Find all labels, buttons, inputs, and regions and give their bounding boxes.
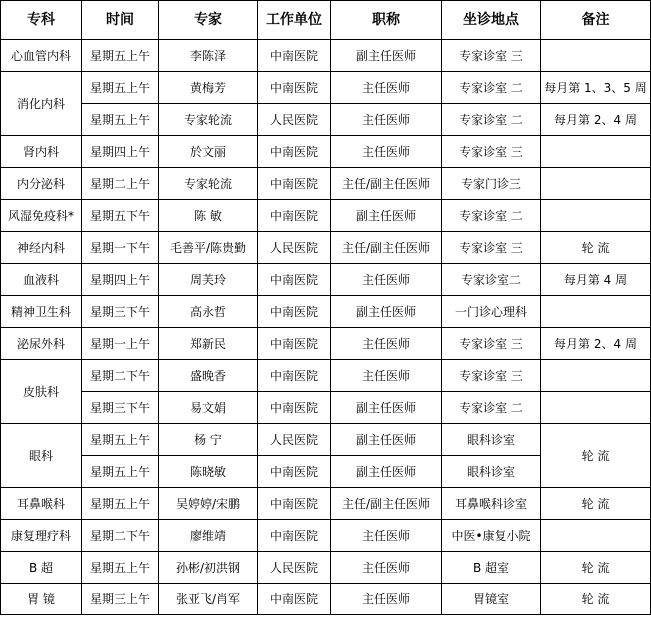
header-expert: 专家 — [159, 1, 258, 40]
table-row — [1, 488, 651, 520]
dept-cell: 肾内科 — [1, 136, 82, 168]
title-cell: 副主任医师 — [331, 40, 442, 72]
unit-cell: 中南医院 — [258, 392, 331, 424]
title-cell: 副主任医师 — [331, 456, 442, 488]
location-cell: 专家诊室 三 — [442, 328, 541, 360]
title-cell: 主任医师 — [331, 328, 442, 360]
expert-cell: 专家轮流 — [159, 168, 258, 200]
table-row — [1, 552, 651, 584]
header-note: 备注 — [541, 1, 651, 40]
note-cell — [541, 200, 651, 232]
dept-cell: 康复理疗科 — [1, 520, 82, 552]
location-cell: 专家诊室 三 — [442, 136, 541, 168]
time-cell: 星期五上午 — [82, 72, 159, 104]
title-cell: 主任医师 — [331, 104, 442, 136]
table-row — [1, 264, 651, 296]
title-cell: 主任医师 — [331, 552, 442, 584]
location-cell: 专家诊室 二 — [442, 104, 541, 136]
title-cell: 主任/副主任医师 — [331, 232, 442, 264]
table-row — [1, 328, 651, 360]
note-cell — [541, 296, 651, 328]
dept-cell: 胃 镜 — [1, 584, 82, 615]
dept-cell: 神经内科 — [1, 232, 82, 264]
title-cell: 副主任医师 — [331, 424, 442, 456]
dept-cell: 消化内科 — [1, 72, 82, 136]
unit-cell: 中南医院 — [258, 40, 331, 72]
table-row — [1, 392, 651, 424]
time-cell: 星期三下午 — [82, 392, 159, 424]
unit-cell: 中南医院 — [258, 296, 331, 328]
time-cell: 星期二下午 — [82, 360, 159, 392]
unit-cell: 人民医院 — [258, 104, 331, 136]
header-row — [1, 1, 651, 40]
unit-cell: 中南医院 — [258, 168, 331, 200]
title-cell: 主任/副主任医师 — [331, 168, 442, 200]
note-cell: 每月第 4 周 — [541, 264, 651, 296]
note-cell — [541, 392, 651, 424]
unit-cell: 中南医院 — [258, 328, 331, 360]
time-cell: 星期四上午 — [82, 264, 159, 296]
table-row — [1, 584, 651, 615]
dept-cell: 内分泌科 — [1, 168, 82, 200]
table-row — [1, 136, 651, 168]
unit-cell: 中南医院 — [258, 264, 331, 296]
location-cell: 耳鼻喉科诊室 — [442, 488, 541, 520]
title-cell: 主任医师 — [331, 360, 442, 392]
location-cell: 专家诊室 三 — [442, 40, 541, 72]
location-cell: 眼科诊室 — [442, 456, 541, 488]
time-cell: 星期二下午 — [82, 520, 159, 552]
expert-cell: 张亚飞/肖军 — [159, 584, 258, 615]
header-title: 职称 — [331, 1, 442, 40]
dept-cell: 皮肤科 — [1, 360, 82, 424]
title-cell: 副主任医师 — [331, 392, 442, 424]
unit-cell: 人民医院 — [258, 232, 331, 264]
expert-cell: 孙彬/初洪钢 — [159, 552, 258, 584]
location-cell: 专家诊室 二 — [442, 72, 541, 104]
expert-cell: 吴婷婷/宋鹏 — [159, 488, 258, 520]
unit-cell: 中南医院 — [258, 456, 331, 488]
table-row — [1, 104, 651, 136]
header-time: 时间 — [82, 1, 159, 40]
expert-cell: 杨 宁 — [159, 424, 258, 456]
expert-cell: 毛善平/陈贵勤 — [159, 232, 258, 264]
title-cell: 主任/副主任医师 — [331, 488, 442, 520]
time-cell: 星期五上午 — [82, 456, 159, 488]
time-cell: 星期五上午 — [82, 104, 159, 136]
note-cell: 轮 流 — [541, 488, 651, 520]
dept-cell: 血液科 — [1, 264, 82, 296]
note-cell — [541, 40, 651, 72]
time-cell: 星期一下午 — [82, 232, 159, 264]
note-cell: 轮 流 — [541, 232, 651, 264]
dept-cell: 耳鼻喉科 — [1, 488, 82, 520]
unit-cell: 人民医院 — [258, 552, 331, 584]
note-cell — [541, 520, 651, 552]
time-cell: 星期一上午 — [82, 328, 159, 360]
title-cell: 主任医师 — [331, 72, 442, 104]
expert-cell: 於文丽 — [159, 136, 258, 168]
note-cell: 轮 流 — [541, 424, 651, 488]
unit-cell: 中南医院 — [258, 360, 331, 392]
note-cell: 轮 流 — [541, 552, 651, 584]
expert-cell: 专家轮流 — [159, 104, 258, 136]
time-cell: 星期三上午 — [82, 584, 159, 615]
time-cell: 星期五下午 — [82, 200, 159, 232]
location-cell: 专家诊室 三 — [442, 232, 541, 264]
dept-cell: 风湿免疫科* — [1, 200, 82, 232]
expert-cell: 陈 敏 — [159, 200, 258, 232]
time-cell: 星期三下午 — [82, 296, 159, 328]
time-cell: 星期五上午 — [82, 488, 159, 520]
expert-cell: 陈晓敏 — [159, 456, 258, 488]
unit-cell: 中南医院 — [258, 72, 331, 104]
expert-cell: 黄梅芳 — [159, 72, 258, 104]
location-cell: 一门诊心理科 — [442, 296, 541, 328]
time-cell: 星期五上午 — [82, 552, 159, 584]
header-dept: 专科 — [1, 1, 82, 40]
location-cell: 胃镜室 — [442, 584, 541, 615]
location-cell: 眼科诊室 — [442, 424, 541, 456]
expert-cell: 李陈泽 — [159, 40, 258, 72]
location-cell: 专家诊室 三 — [442, 360, 541, 392]
table-row — [1, 424, 651, 456]
location-cell: 专家诊室 二 — [442, 392, 541, 424]
dept-cell: 心血管内科 — [1, 40, 82, 72]
expert-cell: 周芙玲 — [159, 264, 258, 296]
title-cell: 副主任医师 — [331, 296, 442, 328]
note-cell — [541, 360, 651, 392]
title-cell: 主任医师 — [331, 584, 442, 615]
expert-cell: 廖维靖 — [159, 520, 258, 552]
note-cell: 每月第 2、4 周 — [541, 104, 651, 136]
dept-cell: 泌尿外科 — [1, 328, 82, 360]
location-cell: 中医•康复小院 — [442, 520, 541, 552]
unit-cell: 人民医院 — [258, 424, 331, 456]
title-cell: 主任医师 — [331, 520, 442, 552]
expert-cell: 盛晚香 — [159, 360, 258, 392]
header-unit: 工作单位 — [258, 1, 331, 40]
expert-cell: 高永哲 — [159, 296, 258, 328]
table-row — [1, 296, 651, 328]
time-cell: 星期五上午 — [82, 40, 159, 72]
dept-cell: B 超 — [1, 552, 82, 584]
note-cell: 轮 流 — [541, 584, 651, 615]
location-cell: 专家诊室 二 — [442, 200, 541, 232]
table-row — [1, 200, 651, 232]
dept-cell: 精神卫生科 — [1, 296, 82, 328]
table-row — [1, 168, 651, 200]
unit-cell: 中南医院 — [258, 584, 331, 615]
table-row — [1, 360, 651, 392]
note-cell: 每月第 2、4 周 — [541, 328, 651, 360]
location-cell: 专家门诊三 — [442, 168, 541, 200]
title-cell: 主任医师 — [331, 136, 442, 168]
unit-cell: 中南医院 — [258, 136, 331, 168]
location-cell: 专家诊室二 — [442, 264, 541, 296]
table-row — [1, 232, 651, 264]
table-row — [1, 72, 651, 104]
table-row — [1, 520, 651, 552]
unit-cell: 中南医院 — [258, 488, 331, 520]
title-cell: 副主任医师 — [331, 200, 442, 232]
note-cell — [541, 136, 651, 168]
unit-cell: 中南医院 — [258, 200, 331, 232]
expert-cell: 易文娟 — [159, 392, 258, 424]
schedule-body — [1, 40, 651, 615]
title-cell: 主任医师 — [331, 264, 442, 296]
table-row — [1, 40, 651, 72]
expert-cell: 郑新民 — [159, 328, 258, 360]
dept-cell: 眼科 — [1, 424, 82, 488]
time-cell: 星期二上午 — [82, 168, 159, 200]
note-cell — [541, 168, 651, 200]
time-cell: 星期四上午 — [82, 136, 159, 168]
time-cell: 星期五上午 — [82, 424, 159, 456]
note-cell: 每月第 1、3、5 周 — [541, 72, 651, 104]
unit-cell: 中南医院 — [258, 520, 331, 552]
header-location: 坐诊地点 — [442, 1, 541, 40]
location-cell: B 超室 — [442, 552, 541, 584]
